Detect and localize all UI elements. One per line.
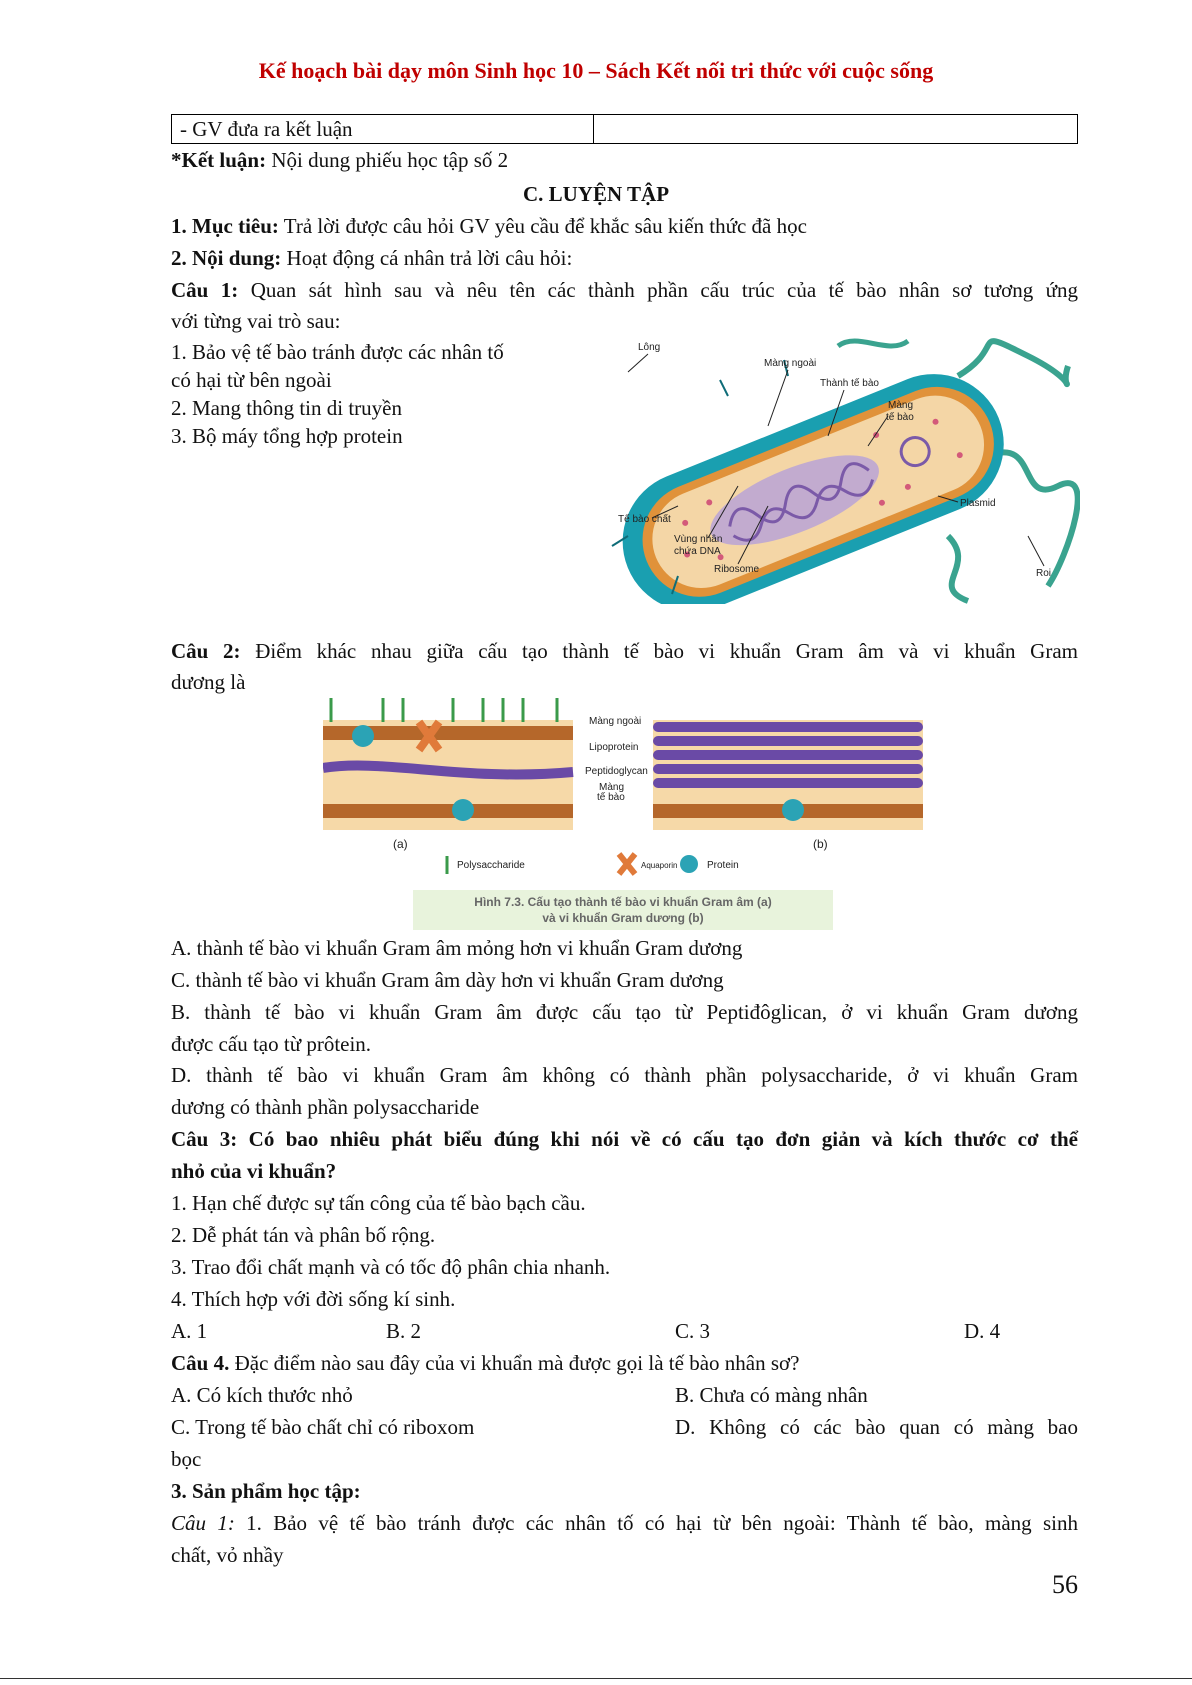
- label-mang-ngoai: Màng ngoài: [764, 358, 817, 369]
- q1-item: 2. Mang thông tin di truyền: [171, 396, 402, 420]
- label-mang-te-bao: tế bào: [886, 412, 914, 423]
- q4-label: Câu 4.: [171, 1351, 230, 1375]
- label-mang-ngoai: Màng ngoài: [589, 716, 642, 727]
- q1-line2: với từng vai trò sau:: [171, 309, 341, 333]
- protein-shape: [352, 725, 374, 747]
- content-text: Hoạt động cá nhân trả lời câu hỏi:: [281, 246, 573, 270]
- product-line2: chất, vỏ nhầy: [171, 1543, 284, 1567]
- label-long: Lông: [638, 342, 661, 353]
- product-line1: [171, 1509, 1078, 1537]
- label-vung-nhan: chứa DNA: [674, 546, 721, 557]
- q2-option-d: D. thành tế bào vi khuẩn Gram âm không có thành phần polysaccharide, ở vi khuẩn Gram: [171, 1063, 1078, 1087]
- label-mang-te-bao: Màng: [888, 400, 914, 411]
- q2-text: Điểm khác nhau giữa cấu tạo thành tế bào vi khuẩn Gram âm và vi khuẩn Gram: [240, 639, 1078, 663]
- label-mang: Màng: [599, 782, 625, 793]
- label-lipoprotein: Lipoprotein: [589, 742, 639, 753]
- label-a: (a): [393, 837, 408, 851]
- q1-label: Câu 1:: [171, 278, 239, 302]
- page-bottom-rule: [0, 1678, 1192, 1679]
- activity-table: [171, 114, 1078, 144]
- label-te-bao-chat: Tế bào chất: [618, 514, 671, 525]
- label-peptidoglycan: Peptidoglycan: [585, 766, 648, 777]
- legend-polysaccharide: Polysaccharide: [457, 860, 525, 871]
- q2-line1: [171, 637, 1078, 665]
- product-q1-text: 1. Bảo vệ tế bào tránh được các nhân tố có hại từ bên ngoài: Thành tế bào, màng sinh: [234, 1511, 1078, 1535]
- q1-item: có hại từ bên ngoài: [171, 368, 332, 392]
- protein-shape: [452, 799, 474, 821]
- product-q1-label: Câu 1:: [171, 1511, 235, 1535]
- q3-line1: Câu 3: Có bao nhiêu phát biểu đúng khi nói về có cấu tạo đơn giản và kích thước cơ thể: [171, 1127, 1078, 1151]
- page-header: Kế hoạch bài dạy môn Sinh học 10 – Sách Kết nối tri thức với cuộc sống: [258, 58, 934, 83]
- conclusion-line: [171, 146, 508, 174]
- q3-option-d: D. 4: [964, 1319, 1001, 1343]
- q3-item: 1. Hạn chế được sự tấn công của tế bào bạch cầu.: [171, 1191, 586, 1215]
- q2-line2: dương là: [171, 670, 246, 694]
- q1-item: 1. Bảo vệ tế bào tránh được các nhân tố: [171, 340, 504, 364]
- legend-aquaporin: Aquaporin: [641, 861, 678, 870]
- gram-wall-figure: [323, 692, 923, 932]
- q4-option-d-cont: bọc: [171, 1447, 202, 1471]
- q4-option-b: B. Chưa có màng nhân: [675, 1383, 868, 1407]
- label-ribosome: Ribosome: [714, 564, 760, 575]
- content-label: 2. Nội dung:: [171, 246, 282, 270]
- conclusion-text: Nội dung phiếu học tập số 2: [266, 148, 509, 172]
- q4-option-d: D. Không có các bào quan có màng bao: [675, 1415, 1078, 1439]
- product-heading: 3. Sản phẩm học tập:: [171, 1479, 361, 1503]
- label-b: (b): [813, 837, 828, 851]
- section-title: C. LUYỆN TẬP: [522, 182, 670, 206]
- q3-item: 4. Thích hợp với đời sống kí sinh.: [171, 1287, 456, 1311]
- label-mang: tế bào: [597, 792, 625, 803]
- q3-option-b: B. 2: [386, 1319, 422, 1343]
- content-line: [171, 244, 572, 272]
- figure-caption: Hình 7.3. Cấu tạo thành tế bào vi khuẩn Gram âm (a): [474, 895, 772, 909]
- q2-label: Câu 2:: [171, 639, 241, 663]
- legend-protein: Protein: [707, 860, 739, 871]
- q1-text: Quan sát hình sau và nêu tên các thành phần cấu trúc của tế bào nhân sơ tương ứng: [238, 278, 1079, 302]
- q2-option-b: B. thành tế bào vi khuẩn Gram âm được cấu tạo từ Peptiđôglican, ở vi khuẩn Gram dương: [171, 1000, 1078, 1024]
- label-thanh-te-bao: Thành tế bào: [820, 378, 879, 389]
- table-cell-right: [594, 115, 1078, 144]
- objective-text: Trả lời được câu hỏi GV yêu cầu để khắc sâu kiến thức đã học: [278, 214, 807, 238]
- q1-line1: [171, 276, 1078, 304]
- figure-caption: và vi khuẩn Gram dương (b): [542, 911, 704, 925]
- objective-label: 1. Mục tiêu:: [171, 214, 279, 238]
- q4-line: [171, 1349, 799, 1377]
- q3-line2: nhỏ của vi khuẩn?: [171, 1159, 337, 1183]
- q4-option-c: C. Trong tế bào chất chỉ có riboxom: [171, 1415, 475, 1439]
- q1-item: 3. Bộ máy tổng hợp protein: [171, 424, 403, 448]
- objective-line: [171, 212, 807, 240]
- table-cell-left: - GV đưa ra kết luận: [172, 115, 594, 144]
- q2-option-c: C. thành tế bào vi khuẩn Gram âm dày hơn vi khuẩn Gram dương: [171, 968, 724, 992]
- cell-membrane-band: [323, 804, 573, 818]
- q2-option-b-cont: được cấu tạo từ prôtein.: [171, 1032, 372, 1056]
- q2-option-d-cont: dương có thành phần polysaccharide: [171, 1095, 480, 1119]
- q2-option-a: A. thành tế bào vi khuẩn Gram âm mỏng hơn vi khuẩn Gram dương: [171, 936, 743, 960]
- q3-item: 3. Trao đổi chất mạnh và có tốc độ phân chia nhanh.: [171, 1255, 611, 1279]
- q3-item: 2. Dễ phát tán và phân bố rộng.: [171, 1223, 436, 1247]
- q4-text: Đặc điểm nào sau đây của vi khuẩn mà được gọi là tế bào nhân sơ?: [229, 1351, 800, 1375]
- q4-option-a: A. Có kích thước nhỏ: [171, 1383, 353, 1407]
- q3-option-c: C. 3: [675, 1319, 711, 1343]
- q3-option-a: A. 1: [171, 1319, 208, 1343]
- label-plasmid: Plasmid: [960, 498, 996, 509]
- table-row: [172, 115, 1078, 144]
- label-roi: Roi: [1036, 568, 1052, 579]
- prokaryote-cell-figure: [588, 336, 1080, 604]
- conclusion-label: *Kết luận:: [171, 148, 267, 172]
- label-vung-nhan: Vùng nhân: [674, 534, 723, 545]
- page-number: 56: [1052, 1570, 1078, 1599]
